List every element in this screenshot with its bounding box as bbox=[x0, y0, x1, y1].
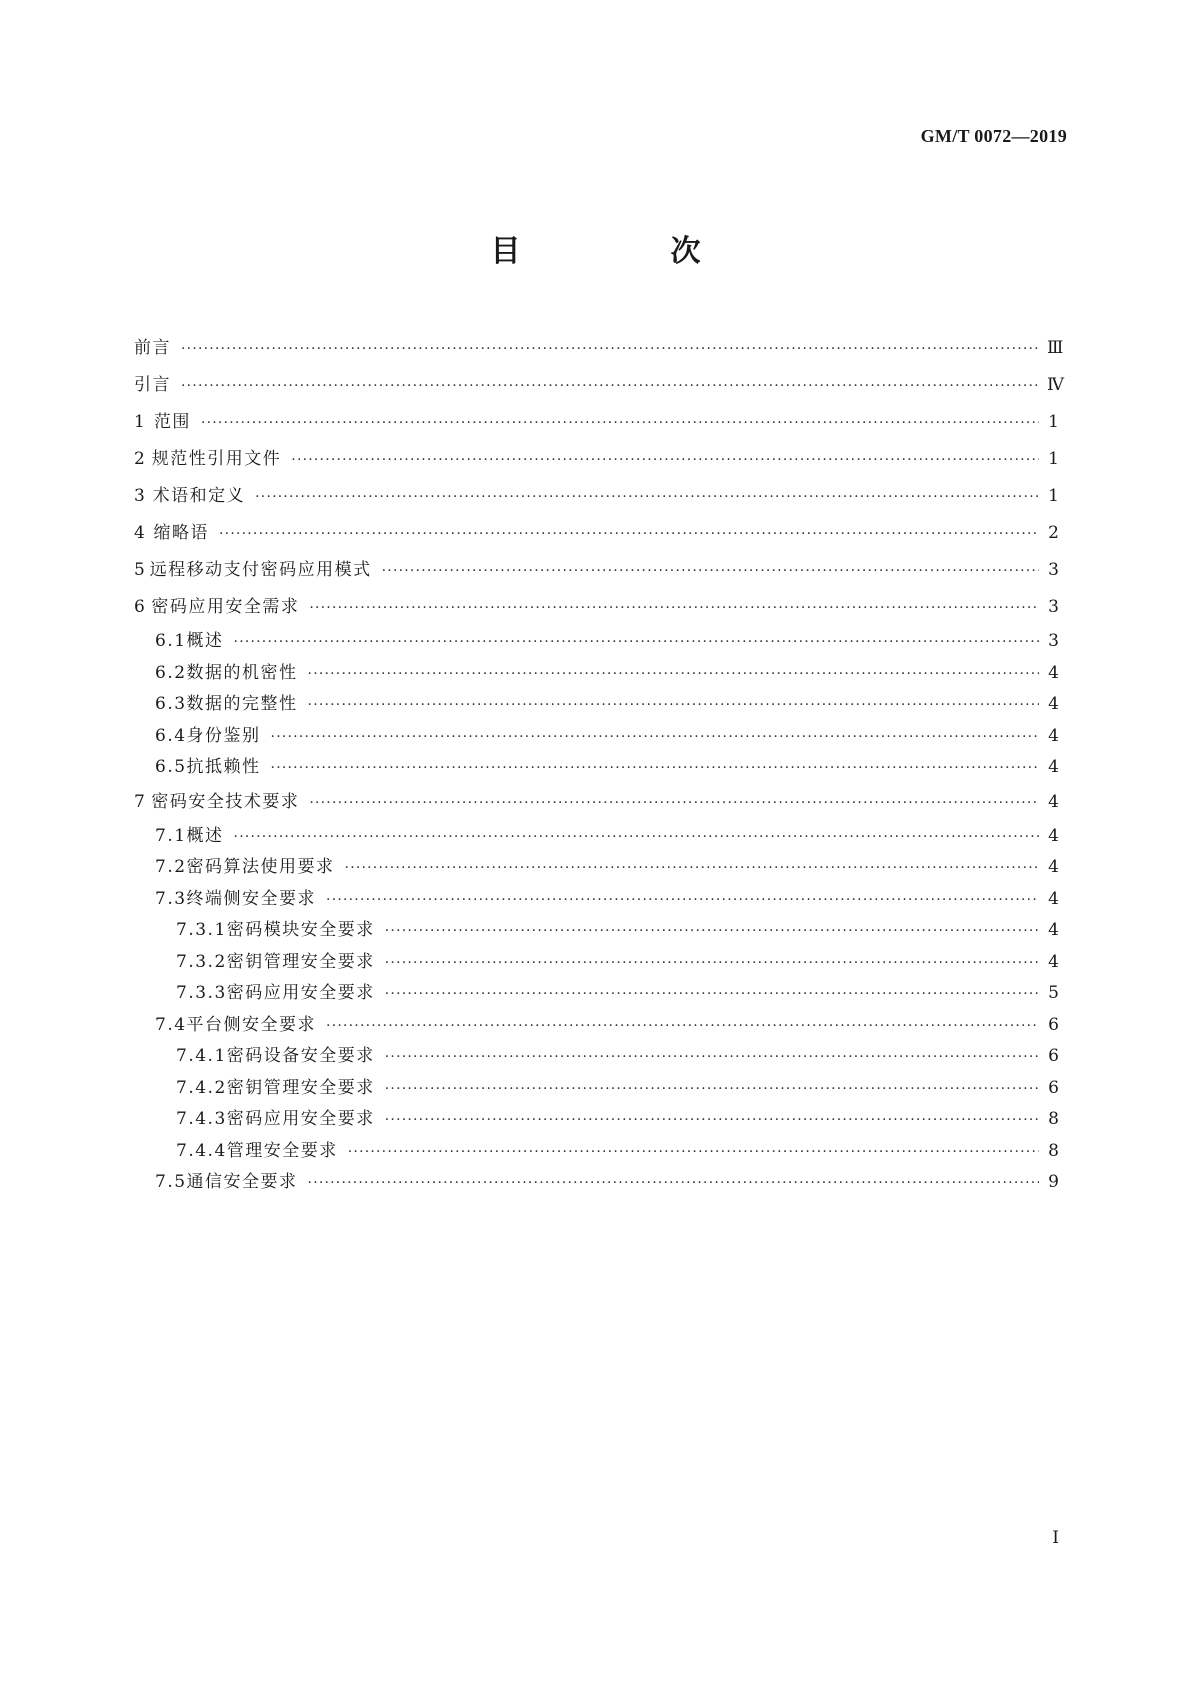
toc-entry-title: 密码算法使用要求 bbox=[186, 857, 335, 877]
document-code: GM/T 0072—2019 bbox=[920, 126, 1067, 146]
toc-entry-number: 6.3 bbox=[155, 694, 187, 714]
toc-entry-number: 6.4 bbox=[155, 725, 187, 746]
toc-entry-page: 6 bbox=[1048, 1014, 1059, 1035]
toc-entry-title: 术语和定义 bbox=[152, 486, 246, 506]
toc-entry-number: 7.2 bbox=[155, 857, 187, 877]
toc-entry-number: 6.2 bbox=[155, 662, 187, 683]
toc-entry[interactable] bbox=[134, 947, 1059, 979]
toc-entry-page: 4 bbox=[1048, 825, 1059, 846]
toc-entry[interactable] bbox=[134, 589, 1059, 626]
toc-entry[interactable] bbox=[134, 478, 1059, 515]
toc-entry-title: 密码应用安全要求 bbox=[226, 1109, 375, 1129]
toc-entry-title: 密码安全技术要求 bbox=[151, 791, 300, 812]
toc-entry-number: 6.5 bbox=[155, 757, 187, 777]
toc-dot-leader bbox=[385, 1105, 1039, 1137]
toc-entry-number: 7.4.4 bbox=[176, 1140, 227, 1161]
toc-dot-leader bbox=[308, 659, 1039, 691]
toc-dot-leader bbox=[385, 1042, 1039, 1074]
toc-entry-title: 抗抵赖性 bbox=[186, 757, 261, 777]
toc-entry[interactable] bbox=[134, 1136, 1059, 1168]
toc-entry[interactable] bbox=[134, 367, 1064, 404]
toc-entry-title: 密码设备安全要求 bbox=[226, 1046, 375, 1066]
toc-entry-number: 7.3 bbox=[155, 888, 187, 909]
toc-entry-page: 6 bbox=[1048, 1077, 1059, 1098]
toc-dot-leader bbox=[201, 405, 1039, 442]
toc-entry-page: 4 bbox=[1048, 757, 1059, 777]
toc-entry-number: 7.4.2 bbox=[176, 1077, 227, 1098]
toc-dot-leader bbox=[309, 590, 1039, 627]
toc-entry-page: 8 bbox=[1048, 1109, 1059, 1129]
toc-entry-title: 数据的完整性 bbox=[186, 694, 298, 714]
toc-entry-number: 6 bbox=[134, 597, 147, 617]
toc-entry-page: 1 bbox=[1048, 486, 1059, 506]
toc-entry[interactable] bbox=[134, 441, 1059, 478]
toc-entry-page: 5 bbox=[1048, 983, 1059, 1003]
toc-dot-leader bbox=[234, 822, 1039, 854]
page-number: I bbox=[1052, 1528, 1059, 1548]
toc-entry-title: 概述 bbox=[186, 825, 224, 846]
toc-entry-page: 4 bbox=[1048, 662, 1059, 683]
toc-entry-page: 4 bbox=[1048, 791, 1059, 812]
toc-entry[interactable] bbox=[134, 978, 1059, 1010]
toc-entry-title: 平台侧安全要求 bbox=[186, 1014, 317, 1035]
toc-entry-title: 管理安全要求 bbox=[226, 1140, 338, 1161]
toc-title: 目 次 bbox=[490, 234, 761, 269]
toc-dot-leader bbox=[181, 331, 1039, 368]
toc-entry[interactable] bbox=[134, 1073, 1059, 1105]
toc-entry[interactable] bbox=[134, 330, 1064, 367]
toc-entry-title: 规范性引用文件 bbox=[151, 449, 282, 469]
toc-entry-page: 4 bbox=[1048, 920, 1059, 940]
toc-entry-page: 1 bbox=[1048, 449, 1059, 469]
toc-dot-leader bbox=[271, 722, 1039, 754]
toc-entry-number: 7.1 bbox=[155, 825, 187, 846]
toc-dot-leader bbox=[181, 368, 1039, 405]
toc-entry-title: 引言 bbox=[134, 375, 171, 395]
toc-entry[interactable] bbox=[134, 626, 1059, 658]
toc-entry-number: 7.3.2 bbox=[176, 951, 227, 972]
toc-entry-title: 通信安全要求 bbox=[186, 1172, 298, 1192]
toc-entry-number: 7 bbox=[134, 791, 147, 812]
toc-entry[interactable] bbox=[134, 658, 1059, 690]
toc-entry[interactable] bbox=[134, 784, 1059, 821]
toc-entry-page: 4 bbox=[1048, 857, 1059, 877]
toc-entry-title: 终端侧安全要求 bbox=[186, 888, 317, 909]
toc-entry[interactable] bbox=[134, 404, 1059, 441]
toc-entry[interactable] bbox=[134, 1041, 1059, 1073]
toc-dot-leader bbox=[385, 916, 1039, 948]
toc-entry-number: 5 bbox=[134, 560, 147, 580]
toc-entry-page: 1 bbox=[1048, 412, 1059, 432]
toc-entry-page: 2 bbox=[1048, 523, 1059, 543]
toc-entry-title: 范围 bbox=[153, 412, 191, 432]
toc-entry-number: 3 bbox=[134, 486, 147, 506]
toc-dot-leader bbox=[271, 753, 1039, 785]
toc-entry-page: Ⅲ bbox=[1047, 338, 1064, 358]
toc-entry[interactable] bbox=[134, 1104, 1059, 1136]
toc-entry-title: 密码模块安全要求 bbox=[226, 920, 375, 940]
toc-dot-leader bbox=[382, 553, 1039, 590]
toc-entry-title: 密钥管理安全要求 bbox=[226, 951, 375, 972]
toc-dot-leader bbox=[309, 785, 1039, 822]
toc-entry-page: 4 bbox=[1048, 951, 1059, 972]
toc-dot-leader bbox=[326, 885, 1039, 917]
toc-dot-leader bbox=[291, 442, 1039, 479]
toc-dot-leader bbox=[308, 690, 1039, 722]
toc-entry-number: 4 bbox=[134, 523, 147, 543]
toc-entry[interactable] bbox=[134, 915, 1059, 947]
toc-entry-page: 3 bbox=[1048, 631, 1059, 651]
toc-entry[interactable] bbox=[134, 721, 1059, 753]
toc-entry[interactable] bbox=[134, 752, 1059, 784]
table-of-contents bbox=[134, 330, 1064, 1199]
toc-entry-title: 密码应用安全需求 bbox=[151, 597, 300, 617]
toc-dot-leader bbox=[385, 1074, 1039, 1106]
toc-entry-title: 前言 bbox=[134, 338, 171, 358]
toc-entry-page: 4 bbox=[1048, 888, 1059, 909]
toc-entry-number: 7.4.3 bbox=[176, 1109, 227, 1129]
toc-dot-leader bbox=[385, 948, 1039, 980]
toc-entry[interactable] bbox=[134, 689, 1059, 721]
toc-entry-title: 远程移动支付密码应用模式 bbox=[149, 560, 372, 580]
toc-entry[interactable] bbox=[134, 515, 1059, 552]
toc-entry-page: 4 bbox=[1048, 725, 1059, 746]
toc-entry-number: 2 bbox=[134, 449, 147, 469]
toc-dot-leader bbox=[308, 1168, 1039, 1200]
toc-entry-page: 3 bbox=[1048, 597, 1059, 617]
toc-dot-leader bbox=[345, 853, 1039, 885]
toc-entry-title: 密钥管理安全要求 bbox=[226, 1077, 375, 1098]
toc-entry[interactable] bbox=[134, 852, 1059, 884]
toc-entry[interactable] bbox=[134, 1010, 1059, 1042]
toc-dot-leader bbox=[255, 479, 1039, 516]
toc-entry-page: 6 bbox=[1048, 1046, 1059, 1066]
toc-entry-page: Ⅳ bbox=[1047, 375, 1064, 395]
toc-entry-title: 概述 bbox=[186, 631, 224, 651]
toc-entry-number: 1 bbox=[134, 412, 147, 432]
toc-entry[interactable] bbox=[134, 1167, 1059, 1199]
toc-entry-title: 密码应用安全要求 bbox=[226, 983, 375, 1003]
toc-entry[interactable] bbox=[134, 884, 1059, 916]
toc-entry-page: 9 bbox=[1048, 1172, 1059, 1192]
toc-dot-leader bbox=[234, 627, 1039, 659]
toc-dot-leader bbox=[326, 1011, 1039, 1043]
toc-dot-leader bbox=[219, 516, 1039, 553]
toc-entry-title: 身份鉴别 bbox=[186, 725, 261, 746]
toc-dot-leader bbox=[348, 1137, 1039, 1169]
toc-entry-page: 8 bbox=[1048, 1140, 1059, 1161]
toc-entry-page: 4 bbox=[1048, 694, 1059, 714]
toc-entry-page: 3 bbox=[1048, 560, 1059, 580]
toc-entry-number: 7.4.1 bbox=[176, 1046, 227, 1066]
toc-entry-number: 7.5 bbox=[155, 1172, 187, 1192]
toc-dot-leader bbox=[385, 979, 1039, 1011]
toc-entry[interactable] bbox=[134, 821, 1059, 853]
toc-entry-number: 7.3.1 bbox=[176, 920, 227, 940]
toc-entry-title: 缩略语 bbox=[153, 523, 210, 543]
toc-entry[interactable] bbox=[134, 552, 1059, 589]
toc-entry-number: 7.4 bbox=[155, 1014, 187, 1035]
toc-entry-number: 6.1 bbox=[155, 631, 187, 651]
toc-entry-number: 7.3.3 bbox=[176, 983, 227, 1003]
toc-entry-title: 数据的机密性 bbox=[186, 662, 298, 683]
